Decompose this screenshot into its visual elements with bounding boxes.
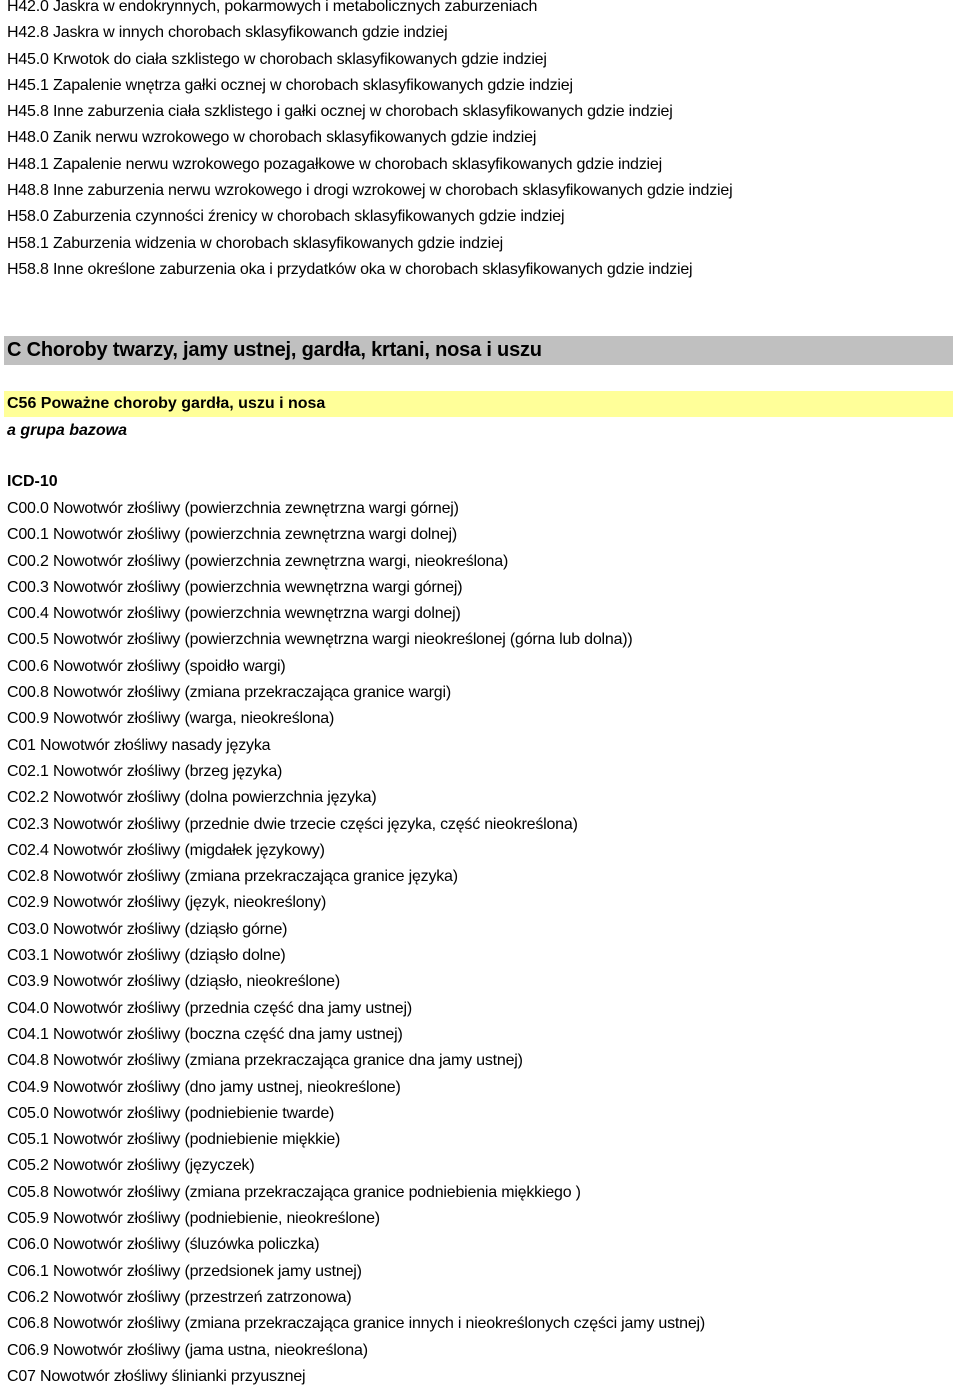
icd-code-entry: C02.4 Nowotwór złośliwy (migdałek językowy)	[7, 841, 325, 859]
icd-code-entry: C02.2 Nowotwór złośliwy (dolna powierzchnia języka)	[7, 789, 377, 807]
icd-code-entry: C03.0 Nowotwór złośliwy (dziąsło górne)	[7, 920, 288, 938]
icd-code-entry: C03.9 Nowotwór złośliwy (dziąsło, nieokreślone)	[7, 973, 340, 991]
icd-code-entry: C02.1 Nowotwór złośliwy (brzeg języka)	[7, 762, 283, 780]
icd-code-entry: C05.9 Nowotwór złośliwy (podniebienie, nieokreślone)	[7, 1210, 380, 1228]
icd-code-entry: H45.0 Krwotok do ciała szklistego w chorobach sklasyfikowanych gdzie indziej	[7, 50, 547, 68]
icd-code-entry: C05.0 Nowotwór złośliwy (podniebienie twarde)	[7, 1104, 335, 1122]
icd-code-entry: H48.1 Zapalenie nerwu wzrokowego pozagałkowe w chorobach sklasyfikowanych gdzie indziej	[7, 155, 662, 173]
group-label: a grupa bazowa	[7, 422, 128, 439]
icd-code-entry: C00.3 Nowotwór złośliwy (powierzchnia wewnętrzna wargi górnej)	[7, 578, 463, 596]
icd-code-entry: C01 Nowotwór złośliwy nasady języka	[7, 736, 271, 754]
icd-code-entry: C04.1 Nowotwór złośliwy (boczna część dna jamy ustnej)	[7, 1025, 403, 1043]
icd-code-entry: C00.2 Nowotwór złośliwy (powierzchnia zewnętrzna wargi, nieokreślona)	[7, 552, 509, 570]
icd-code-entry: C06.2 Nowotwór złośliwy (przestrzeń zatrzonowa)	[7, 1288, 352, 1306]
bottom-code-list	[7, 496, 705, 1390]
icd-code-entry: C05.2 Nowotwór złośliwy (języczek)	[7, 1157, 255, 1175]
icd-code-entry: C06.0 Nowotwór złośliwy (śluzówka policzka)	[7, 1236, 320, 1254]
icd-code-entry: C00.0 Nowotwór złośliwy (powierzchnia zewnętrzna wargi górnej)	[7, 500, 459, 517]
icd-code-entry: C00.8 Nowotwór złośliwy (zmiana przekraczająca granice wargi)	[7, 684, 451, 702]
top-code-list	[7, 0, 732, 283]
icd-code-entry: C04.9 Nowotwór złośliwy (dno jamy ustnej, nieokreślone)	[7, 1078, 401, 1096]
icd-code-entry: H58.0 Zaburzenia czynności źrenicy w chorobach sklasyfikowanych gdzie indziej	[7, 208, 565, 226]
icd-code-entry: H45.1 Zapalenie wnętrza gałki ocznej w chorobach sklasyfikowanych gdzie indziej	[7, 76, 573, 94]
icd-code-entry: C04.0 Nowotwór złośliwy (przednia część dna jamy ustnej)	[7, 999, 412, 1017]
subsection-header-bar	[4, 391, 953, 417]
icd-code-entry: C06.8 Nowotwór złośliwy (zmiana przekraczająca granice innych i nieokreślonych części jamy ustnej)	[7, 1315, 706, 1333]
icd-code-entry: C04.8 Nowotwór złośliwy (zmiana przekraczająca granice dna jamy ustnej)	[7, 1052, 523, 1070]
icd-code-entry: H48.0 Zanik nerwu wzrokowego w chorobach sklasyfikowanych gdzie indziej	[7, 129, 537, 147]
icd-code-entry: C02.8 Nowotwór złośliwy (zmiana przekraczająca granice języka)	[7, 868, 458, 886]
icd-code-entry: C06.1 Nowotwór złośliwy (przedsionek jamy ustnej)	[7, 1262, 362, 1280]
icd-code-entry: C05.1 Nowotwór złośliwy (podniebienie miękkie)	[7, 1131, 341, 1149]
icd-code-entry: C06.9 Nowotwór złośliwy (jama ustna, nieokreślona)	[7, 1341, 368, 1359]
icd-code-entry: H58.1 Zaburzenia widzenia w chorobach sklasyfikowanych gdzie indziej	[7, 234, 504, 252]
section-title: C Choroby twarzy, jamy ustnej, gardła, krtani, nosa i uszu	[7, 339, 542, 361]
icd-code-entry: H48.8 Inne zaburzenia nerwu wzrokowego i drogi wzrokowej w chorobach sklasyfikowanych gdzie indziej	[7, 182, 733, 200]
icd-code-entry: C02.3 Nowotwór złośliwy (przednie dwie trzecie części języka, część nieokreślona)	[7, 815, 578, 833]
icd-code-entry: H45.8 Inne zaburzenia ciała szklistego i gałki ocznej w chorobach sklasyfikowanych gdzie indziej	[7, 103, 673, 121]
icd-code-entry: C00.9 Nowotwór złośliwy (warga, nieokreślona)	[7, 710, 335, 728]
icd-code-entry: C00.6 Nowotwór złośliwy (spoidło wargi)	[7, 657, 286, 675]
icd-code-entry: H42.0 Jaskra w endokrynnych, pokarmowych i metabolicznych zaburzeniach	[7, 0, 538, 15]
section-header-bar	[4, 336, 953, 365]
subsection-title: C56 Poważne choroby gardła, uszu i nosa	[7, 395, 326, 412]
icd-code-entry: C00.5 Nowotwór złośliwy (powierzchnia wewnętrzna wargi nieokreślonej (górna lub dolna))	[7, 631, 633, 649]
icd-label: ICD-10	[7, 473, 58, 490]
icd-code-entry: H58.8 Inne określone zaburzenia oka i przydatków oka w chorobach sklasyfikowanych gdzie indziej	[7, 260, 693, 278]
icd-code-entry: C03.1 Nowotwór złośliwy (dziąsło dolne)	[7, 947, 286, 965]
icd-code-entry: H42.8 Jaskra w innych chorobach sklasyfikowanch gdzie indziej	[7, 24, 448, 42]
icd-code-entry: C07 Nowotwór złośliwy ślinianki przyusznej	[7, 1367, 306, 1385]
icd-code-entry: C00.1 Nowotwór złośliwy (powierzchnia zewnętrzna wargi dolnej)	[7, 526, 458, 544]
icd-code-entry: C05.8 Nowotwór złośliwy (zmiana przekraczająca granice podniebienia miękkiego )	[7, 1183, 581, 1201]
icd-code-entry: C02.9 Nowotwór złośliwy (język, nieokreślony)	[7, 894, 327, 912]
icd-code-entry: C00.4 Nowotwór złośliwy (powierzchnia wewnętrzna wargi dolnej)	[7, 605, 461, 623]
